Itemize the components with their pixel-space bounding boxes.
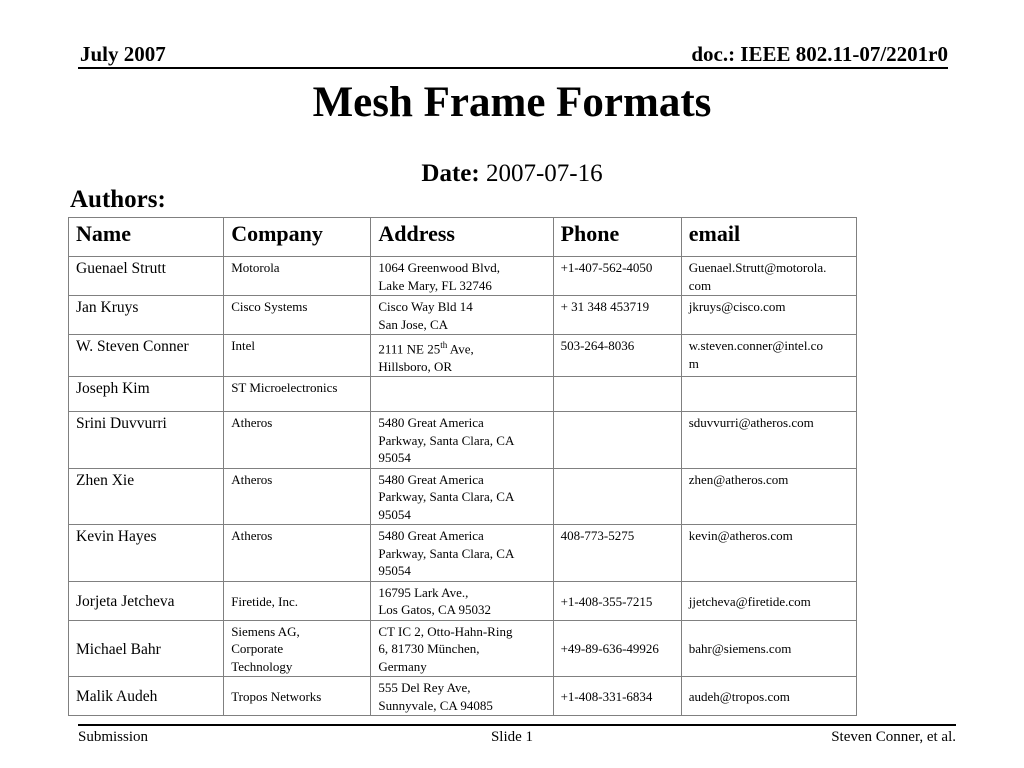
- author-company: Atheros: [224, 412, 371, 469]
- footer-submission: Submission: [78, 729, 149, 745]
- header-doc-id: doc.: IEEE 802.11-07/2201r0: [691, 42, 948, 66]
- table-row: [69, 377, 857, 412]
- header-date: July 2007: [80, 42, 166, 66]
- author-address: [371, 377, 553, 412]
- column-header-name: Name: [69, 218, 224, 257]
- table-row: [69, 468, 857, 525]
- author-email: w.steven.conner@intel.co m: [681, 335, 856, 377]
- author-company: Atheros: [224, 468, 371, 525]
- author-name: W. Steven Conner: [69, 335, 224, 377]
- author-company: Siemens AG, Corporate Technology: [224, 620, 371, 677]
- author-name: Zhen Xie: [69, 468, 224, 525]
- author-address: 555 Del Rey Ave, Sunnyvale, CA 94085: [371, 677, 553, 716]
- footer-slide-number: Slide 1: [490, 729, 534, 745]
- slide-title: Mesh Frame Formats: [312, 79, 712, 126]
- author-company: Atheros: [224, 525, 371, 582]
- author-company: Intel: [224, 335, 371, 377]
- author-email: [681, 377, 856, 412]
- table-row: [69, 257, 857, 296]
- table-row: [69, 677, 857, 716]
- author-address: Cisco Way Bld 14 San Jose, CA: [371, 296, 553, 335]
- author-name: Guenael Strutt: [69, 257, 224, 296]
- author-address: 2111 NE 25th Ave, Hillsboro, OR: [371, 335, 553, 377]
- author-name: Jan Kruys: [69, 296, 224, 335]
- author-email: bahr@siemens.com: [681, 620, 856, 677]
- author-name: Joseph Kim: [69, 377, 224, 412]
- author-phone: +49-89-636-49926: [553, 620, 681, 677]
- author-phone: 408-773-5275: [553, 525, 681, 582]
- author-name: Michael Bahr: [69, 620, 224, 677]
- author-phone: [553, 377, 681, 412]
- author-name: Kevin Hayes: [69, 525, 224, 582]
- author-phone: 503-264-8036: [553, 335, 681, 377]
- column-header-company: Company: [224, 218, 371, 257]
- author-phone: [553, 412, 681, 469]
- author-name: Jorjeta Jetcheva: [69, 581, 224, 620]
- column-header-email: email: [681, 218, 856, 257]
- author-phone: +1-408-355-7215: [553, 581, 681, 620]
- author-name: Malik Audeh: [69, 677, 224, 716]
- author-phone: [553, 468, 681, 525]
- author-company: Firetide, Inc.: [224, 581, 371, 620]
- table-row: [69, 335, 857, 377]
- author-email: jjetcheva@firetide.com: [681, 581, 856, 620]
- author-email: jkruys@cisco.com: [681, 296, 856, 335]
- column-header-address: Address: [371, 218, 553, 257]
- header-divider: [78, 67, 948, 69]
- date-line: [0, 160, 1024, 188]
- authors-heading: Authors:: [70, 186, 166, 213]
- column-header-phone: Phone: [553, 218, 681, 257]
- authors-table: [68, 217, 857, 716]
- footer-author: Steven Conner, et al.: [831, 729, 956, 745]
- footer-divider: [78, 724, 956, 726]
- table-row: [69, 525, 857, 582]
- author-address: CT IC 2, Otto-Hahn-Ring 6, 81730 München, Germany: [371, 620, 553, 677]
- author-email: audeh@tropos.com: [681, 677, 856, 716]
- author-company: ST Microelectronics: [224, 377, 371, 412]
- author-address: 5480 Great America Parkway, Santa Clara, CA 95054: [371, 412, 553, 469]
- author-email: sduvvurri@atheros.com: [681, 412, 856, 469]
- author-name: Srini Duvvurri: [69, 412, 224, 469]
- author-address: 5480 Great America Parkway, Santa Clara, CA 95054: [371, 468, 553, 525]
- author-company: Tropos Networks: [224, 677, 371, 716]
- author-phone: + 31 348 453719: [553, 296, 681, 335]
- table-row: [69, 412, 857, 469]
- date-value: 2007-07-16: [485, 160, 603, 187]
- table-row: [69, 581, 857, 620]
- date-label: Date:: [421, 160, 480, 187]
- table-row: [69, 620, 857, 677]
- author-company: Motorola: [224, 257, 371, 296]
- author-email: zhen@atheros.com: [681, 468, 856, 525]
- author-address: 1064 Greenwood Blvd, Lake Mary, FL 32746: [371, 257, 553, 296]
- author-phone: +1-407-562-4050: [553, 257, 681, 296]
- author-phone: +1-408-331-6834: [553, 677, 681, 716]
- table-row: [69, 296, 857, 335]
- author-company: Cisco Systems: [224, 296, 371, 335]
- author-email: Guenael.Strutt@motorola. com: [681, 257, 856, 296]
- author-address: 16795 Lark Ave., Los Gatos, CA 95032: [371, 581, 553, 620]
- table-header-row: [69, 218, 857, 257]
- author-address: 5480 Great America Parkway, Santa Clara, CA 95054: [371, 525, 553, 582]
- author-email: kevin@atheros.com: [681, 525, 856, 582]
